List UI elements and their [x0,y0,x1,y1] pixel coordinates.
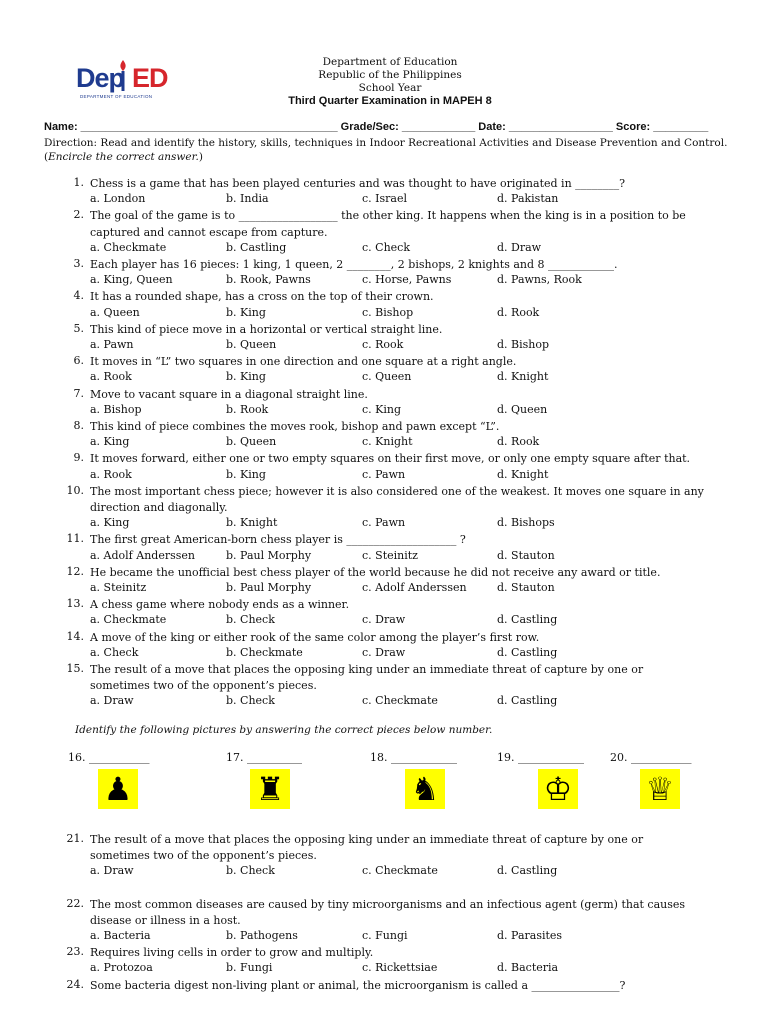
answer-option[interactable]: a. Protozoa [90,961,153,975]
question-number: 1. [73,176,84,189]
answer-option[interactable]: b. Paul Morphy [226,581,312,594]
question-text: The goal of the game is to __________________ the other king. It happens when the king is in a position to be [90,209,686,223]
answer-option[interactable]: c. Queen [362,370,412,384]
question-text: It moves forward, either one or two empty squares on their first move, or only one empty square after that. [90,452,691,466]
question-number: 8. [73,419,84,432]
knight-icon: ♞ [405,769,445,809]
answer-option[interactable]: b. King [226,305,266,319]
answer-option[interactable]: d. Castling [497,864,558,878]
answer-option[interactable]: d. Parasites [497,929,563,942]
answer-option[interactable]: d. Knight [497,467,549,481]
answer-option[interactable]: d. Queen [497,402,548,416]
question-text: The first great American-born chess player is ____________________ ? [90,533,466,547]
question-number: 21. [66,832,84,845]
answer-option[interactable]: c. Draw [362,613,406,627]
answer-option[interactable]: c. Fungi [362,929,408,942]
answer-option[interactable]: c. Check [362,240,410,254]
answer-option[interactable]: c. Checkmate [362,864,438,878]
question-text: The result of a move that places the opposing king under an immediate threat of capture by one or [90,663,644,676]
answer-option[interactable]: d. Pakistan [497,192,559,206]
answer-option[interactable]: a. Check [90,645,139,659]
question-number: 7. [73,386,84,400]
answer-option[interactable]: b. Check [226,694,275,708]
answer-option[interactable]: c. Bishop [362,305,414,319]
student-info-line: Name: __________________________________________ Grade/Sec: ____________ Date: _________________ Score: _________ [44,121,709,133]
direction-end: ) [198,151,203,163]
logo-dep: Dep [76,63,125,93]
answer-option[interactable]: d. Pawns, Rook [497,273,582,287]
answer-option[interactable]: b. India [226,192,269,206]
answer-option[interactable]: d. Rook [497,435,540,449]
question-number: 15. [66,662,84,675]
document-header [0,56,768,108]
pawn-icon: ♟ [98,769,138,809]
answer-option[interactable]: d. Bishops [497,516,555,530]
answer-option[interactable]: c. Rickettsiae [362,961,438,975]
answer-option[interactable]: b. Pathogens [226,929,298,942]
question-number: 11. [66,532,84,546]
question-text: Move to vacant square in a diagonal straight line. [90,387,368,401]
answer-option[interactable]: a. Bacteria [90,929,151,942]
picture-answer-blank[interactable]: 18. ____________ [370,751,457,764]
answer-option[interactable]: d. Castling [497,645,558,659]
question-number: 14. [66,629,84,643]
answer-option[interactable]: a. Draw [90,864,134,878]
answer-option[interactable]: a. Draw [90,694,134,708]
question-text: The most important chess piece; however it is also considered one of the weakest. It moves one square in any [90,484,704,498]
question-text: captured and cannot escape from capture. [90,225,328,239]
answer-option[interactable]: b. Castling [226,240,287,254]
question-number: 13. [66,597,84,611]
question-number: 5. [73,321,84,335]
question-number: 9. [73,451,84,465]
question-number: 23. [66,945,84,959]
question-text: It moves in “L” two squares in one direction and one square at a right angle. [90,355,517,369]
header-line-3: School Year [358,82,422,94]
picture-answer-blank[interactable]: 20. ___________ [610,751,692,764]
answer-option[interactable]: d. Draw [497,240,542,254]
answer-option[interactable]: a. Rook [90,467,132,481]
header-line-1: Department of Education [322,56,458,68]
answer-option[interactable]: d. Castling [497,694,558,708]
answer-option[interactable]: c. Adolf Anderssen [362,581,467,594]
answer-option[interactable]: c. Draw [362,645,406,659]
answer-option[interactable]: d. Bishop [497,338,550,351]
question-text: sometimes two of the opponent’s pieces. [90,849,317,863]
question-number: 12. [66,564,84,578]
answer-option[interactable]: d. Bacteria [497,961,559,975]
exam-title: Third Quarter Examination in MAPEH 8 [288,95,492,107]
answer-option[interactable]: a. Queen [90,305,140,319]
answer-option[interactable]: a. Checkmate [90,613,167,627]
answer-option[interactable]: a. Checkmate [90,240,167,254]
answer-option[interactable]: b. Queen [226,435,277,449]
question-text: The most common diseases are caused by tiny microorganisms and an infectious agent (germ) that causes [90,897,686,911]
question-text: Chess is a game that has been played centuries and was thought to have originated in ________? [90,177,626,190]
answer-option[interactable]: d. Knight [497,370,549,384]
question-text: sometimes two of the opponent’s pieces. [90,679,317,693]
question-text: Some bacteria digest non-living plant or animal, the microorganism is called a ________________? [90,978,626,992]
question-number: 2. [73,208,84,222]
question-text: It has a rounded shape, has a cross on the top of their crown. [90,290,434,304]
logo-subtitle: DEPARTMENT OF EDUCATION [80,94,153,99]
answer-option[interactable]: b. Fungi [226,961,273,975]
question-number: 6. [73,354,84,368]
answer-option[interactable]: b. Knight [226,516,278,530]
question-number: 10. [66,483,84,497]
answer-option[interactable]: d. Stauton [497,581,555,594]
answer-option[interactable]: a. King [90,516,130,530]
picture-answer-blank[interactable]: 19. ____________ [497,751,584,764]
answer-option[interactable]: a. Steinitz [90,581,147,594]
answer-option[interactable]: b. Rook, Pawns [226,273,311,287]
answer-option[interactable]: b. Check [226,613,275,627]
king-icon: ♔ [538,769,578,809]
answer-option[interactable]: c. Rook [362,338,404,351]
answer-option[interactable]: b. King [226,467,266,481]
question-text: direction and diagonally. [90,501,228,514]
question-number: 3. [73,257,84,270]
answer-option[interactable]: d. Castling [497,613,558,627]
answer-option[interactable]: a. Rook [90,370,132,384]
answer-option[interactable]: b. Rook [226,402,269,416]
question-text: A chess game where nobody ends as a winner. [90,598,350,612]
answer-option[interactable]: c. Steinitz [362,548,418,562]
answer-option[interactable]: a. Pawn [90,338,134,351]
picture-answer-blank[interactable]: 17. __________ [226,751,302,764]
answer-option[interactable]: a. Bishop [90,402,142,416]
answer-option[interactable]: a. London [90,192,146,206]
answer-option[interactable]: c. Israel [362,192,407,206]
answer-option[interactable]: c. Pawn [362,516,406,530]
queen-icon: ♕ [640,769,680,809]
question-text: This kind of piece combines the moves rook, bishop and pawn except “L”. [90,420,500,433]
answer-option[interactable]: a. King, Queen [90,273,173,287]
direction-text: Direction: Read and identify the history, skills, techniques in Indoor Recreational Activities and Disease Prevention and Control. ( [44,137,728,163]
answer-option[interactable]: d. Rook [497,305,540,319]
logo-ed: ED [132,63,168,93]
answer-option[interactable]: b. Queen [226,338,277,351]
answer-option[interactable]: b. King [226,370,266,384]
answer-option[interactable]: b. Check [226,864,275,878]
question-text: The result of a move that places the opposing king under an immediate threat of capture by one or [90,833,644,846]
question-text: Requires living cells in order to grow and multiply. [90,946,374,960]
answer-option[interactable]: c. Pawn [362,467,406,481]
question-text: A move of the king or either rook of the same color among the player’s first row. [90,630,540,644]
answer-option[interactable]: c. Horse, Pawns [362,273,452,287]
identify-instruction: Identify the following pictures by answering the correct pieces below number. [75,724,493,736]
question-number: 4. [73,289,84,303]
rook-icon: ♜ [250,769,290,809]
question-text: He became the unofficial best chess player of the world because he did not receive any award or title. [90,565,661,579]
answer-option[interactable]: a. King [90,435,130,449]
direction-italic: Encircle the correct answer. [48,151,199,163]
directions [44,136,734,164]
question-number: 24. [66,977,84,991]
answer-option[interactable]: c. Checkmate [362,694,438,708]
question-text: Each player has 16 pieces: 1 king, 1 queen, 2 ________, 2 bishops, 2 knights and 8 ____________. [90,258,618,271]
question-text: disease or illness in a host. [90,913,241,927]
answer-option[interactable]: c. King [362,402,402,416]
answer-option[interactable]: b. Checkmate [226,645,303,659]
answer-option[interactable]: d. Stauton [497,548,555,562]
question-number: 22. [66,896,84,910]
answer-option[interactable]: c. Knight [362,435,413,449]
header-line-2: Republic of the Philippines [318,69,462,81]
picture-answer-blank[interactable]: 16. ___________ [68,751,150,764]
question-text: This kind of piece move in a horizontal or vertical straight line. [90,322,443,336]
answer-option[interactable]: b. Paul Morphy [226,548,312,562]
answer-option[interactable]: a. Adolf Anderssen [90,548,195,562]
